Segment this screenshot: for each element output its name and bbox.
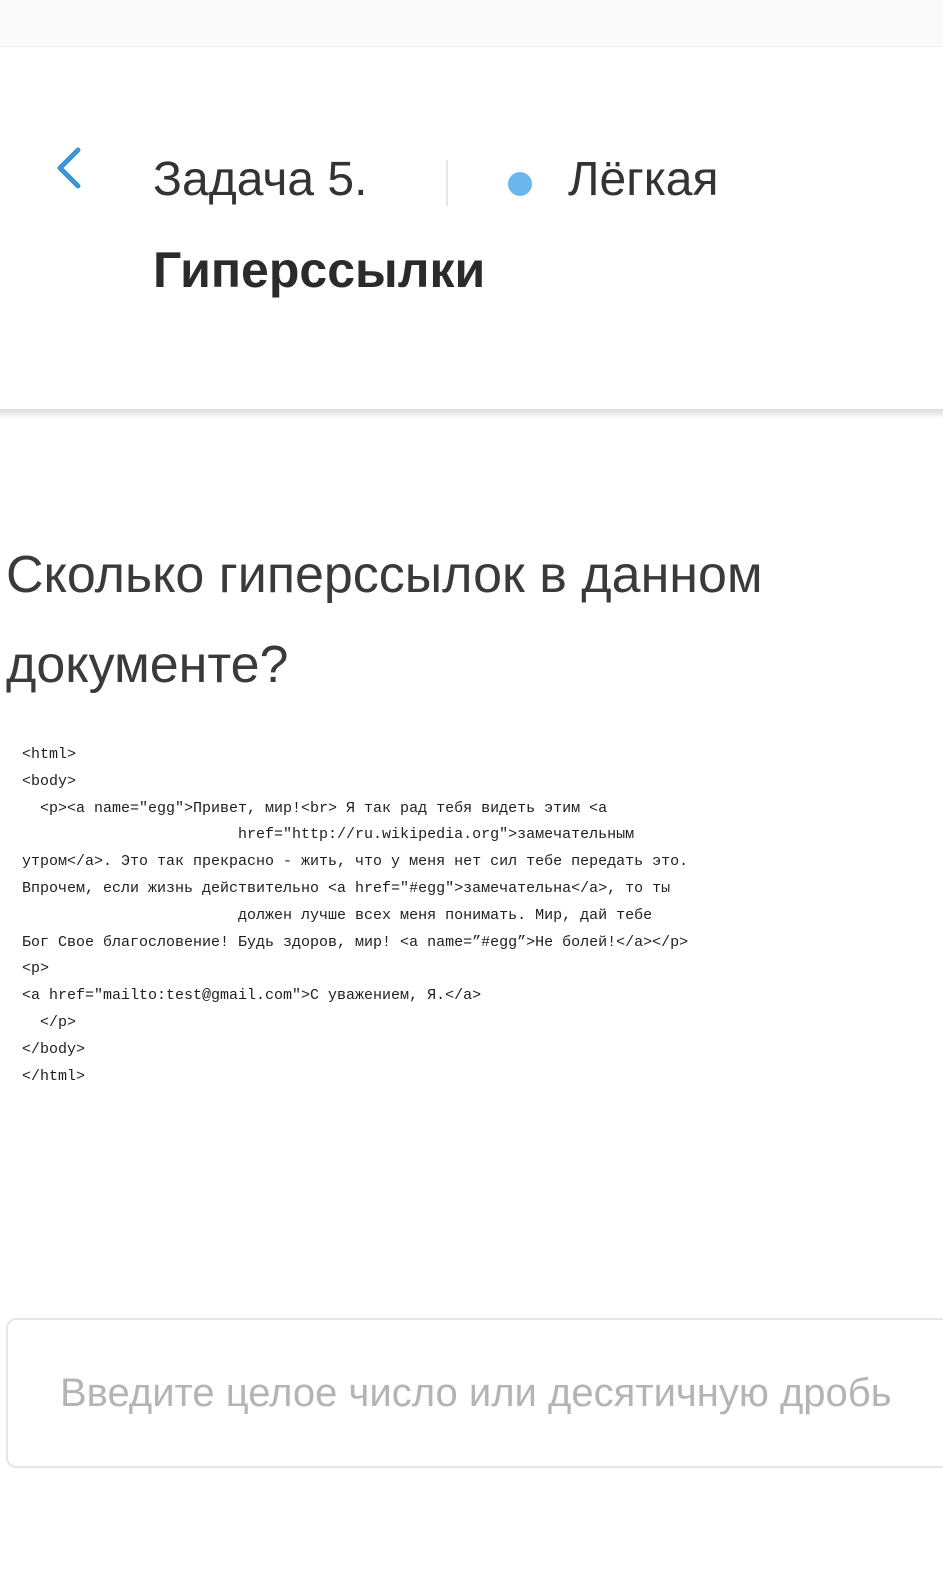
code-line: должен лучше всех меня понимать. Мир, дай тебе xyxy=(22,906,653,924)
code-listing xyxy=(22,742,937,1090)
chevron-left-icon xyxy=(44,140,100,200)
header-separator xyxy=(446,160,448,206)
code-line: <a href="mailto:test@gmail.com">С уважением, Я.</a> xyxy=(22,987,482,1005)
code-line: </html> xyxy=(22,1067,86,1085)
code-line: <p><a name="egg">Привет, мир!<br> Я так рад тебя видеть этим <a xyxy=(22,799,608,817)
code-line: утром</a>. Это так прекрасно - жить, что у меня нет сил тебе передать это. xyxy=(22,853,689,871)
code-line: </body> xyxy=(22,1040,86,1058)
back-button[interactable] xyxy=(44,140,100,200)
code-line: </p> xyxy=(22,1013,77,1031)
answer-area xyxy=(0,1300,943,1500)
code-line: Впрочем, если жизнь действительно <a href="#egg">замечательна</a>, то ты xyxy=(22,879,671,897)
header-divider-shadow xyxy=(0,409,943,419)
code-line: href="http://ru.wikipedia.org">замечательным xyxy=(22,826,635,844)
code-line: <html> xyxy=(22,746,77,763)
code-line: Бог Свое благословение! Будь здоров, мир! <a name=”#egg”>Не болей!</a></p> xyxy=(22,933,689,951)
code-line: <p> xyxy=(22,960,50,978)
difficulty-dot-icon xyxy=(508,172,532,196)
difficulty-label: Лёгкая xyxy=(568,153,719,206)
task-number: Задача 5. xyxy=(153,153,368,206)
answer-input[interactable] xyxy=(6,1318,943,1468)
status-area xyxy=(0,0,943,47)
question-text: Сколько гиперссылок в данном документе? xyxy=(6,546,763,694)
task-header xyxy=(0,47,943,409)
code-line: <body> xyxy=(22,772,77,790)
task-title: Гиперссылки xyxy=(153,242,486,298)
